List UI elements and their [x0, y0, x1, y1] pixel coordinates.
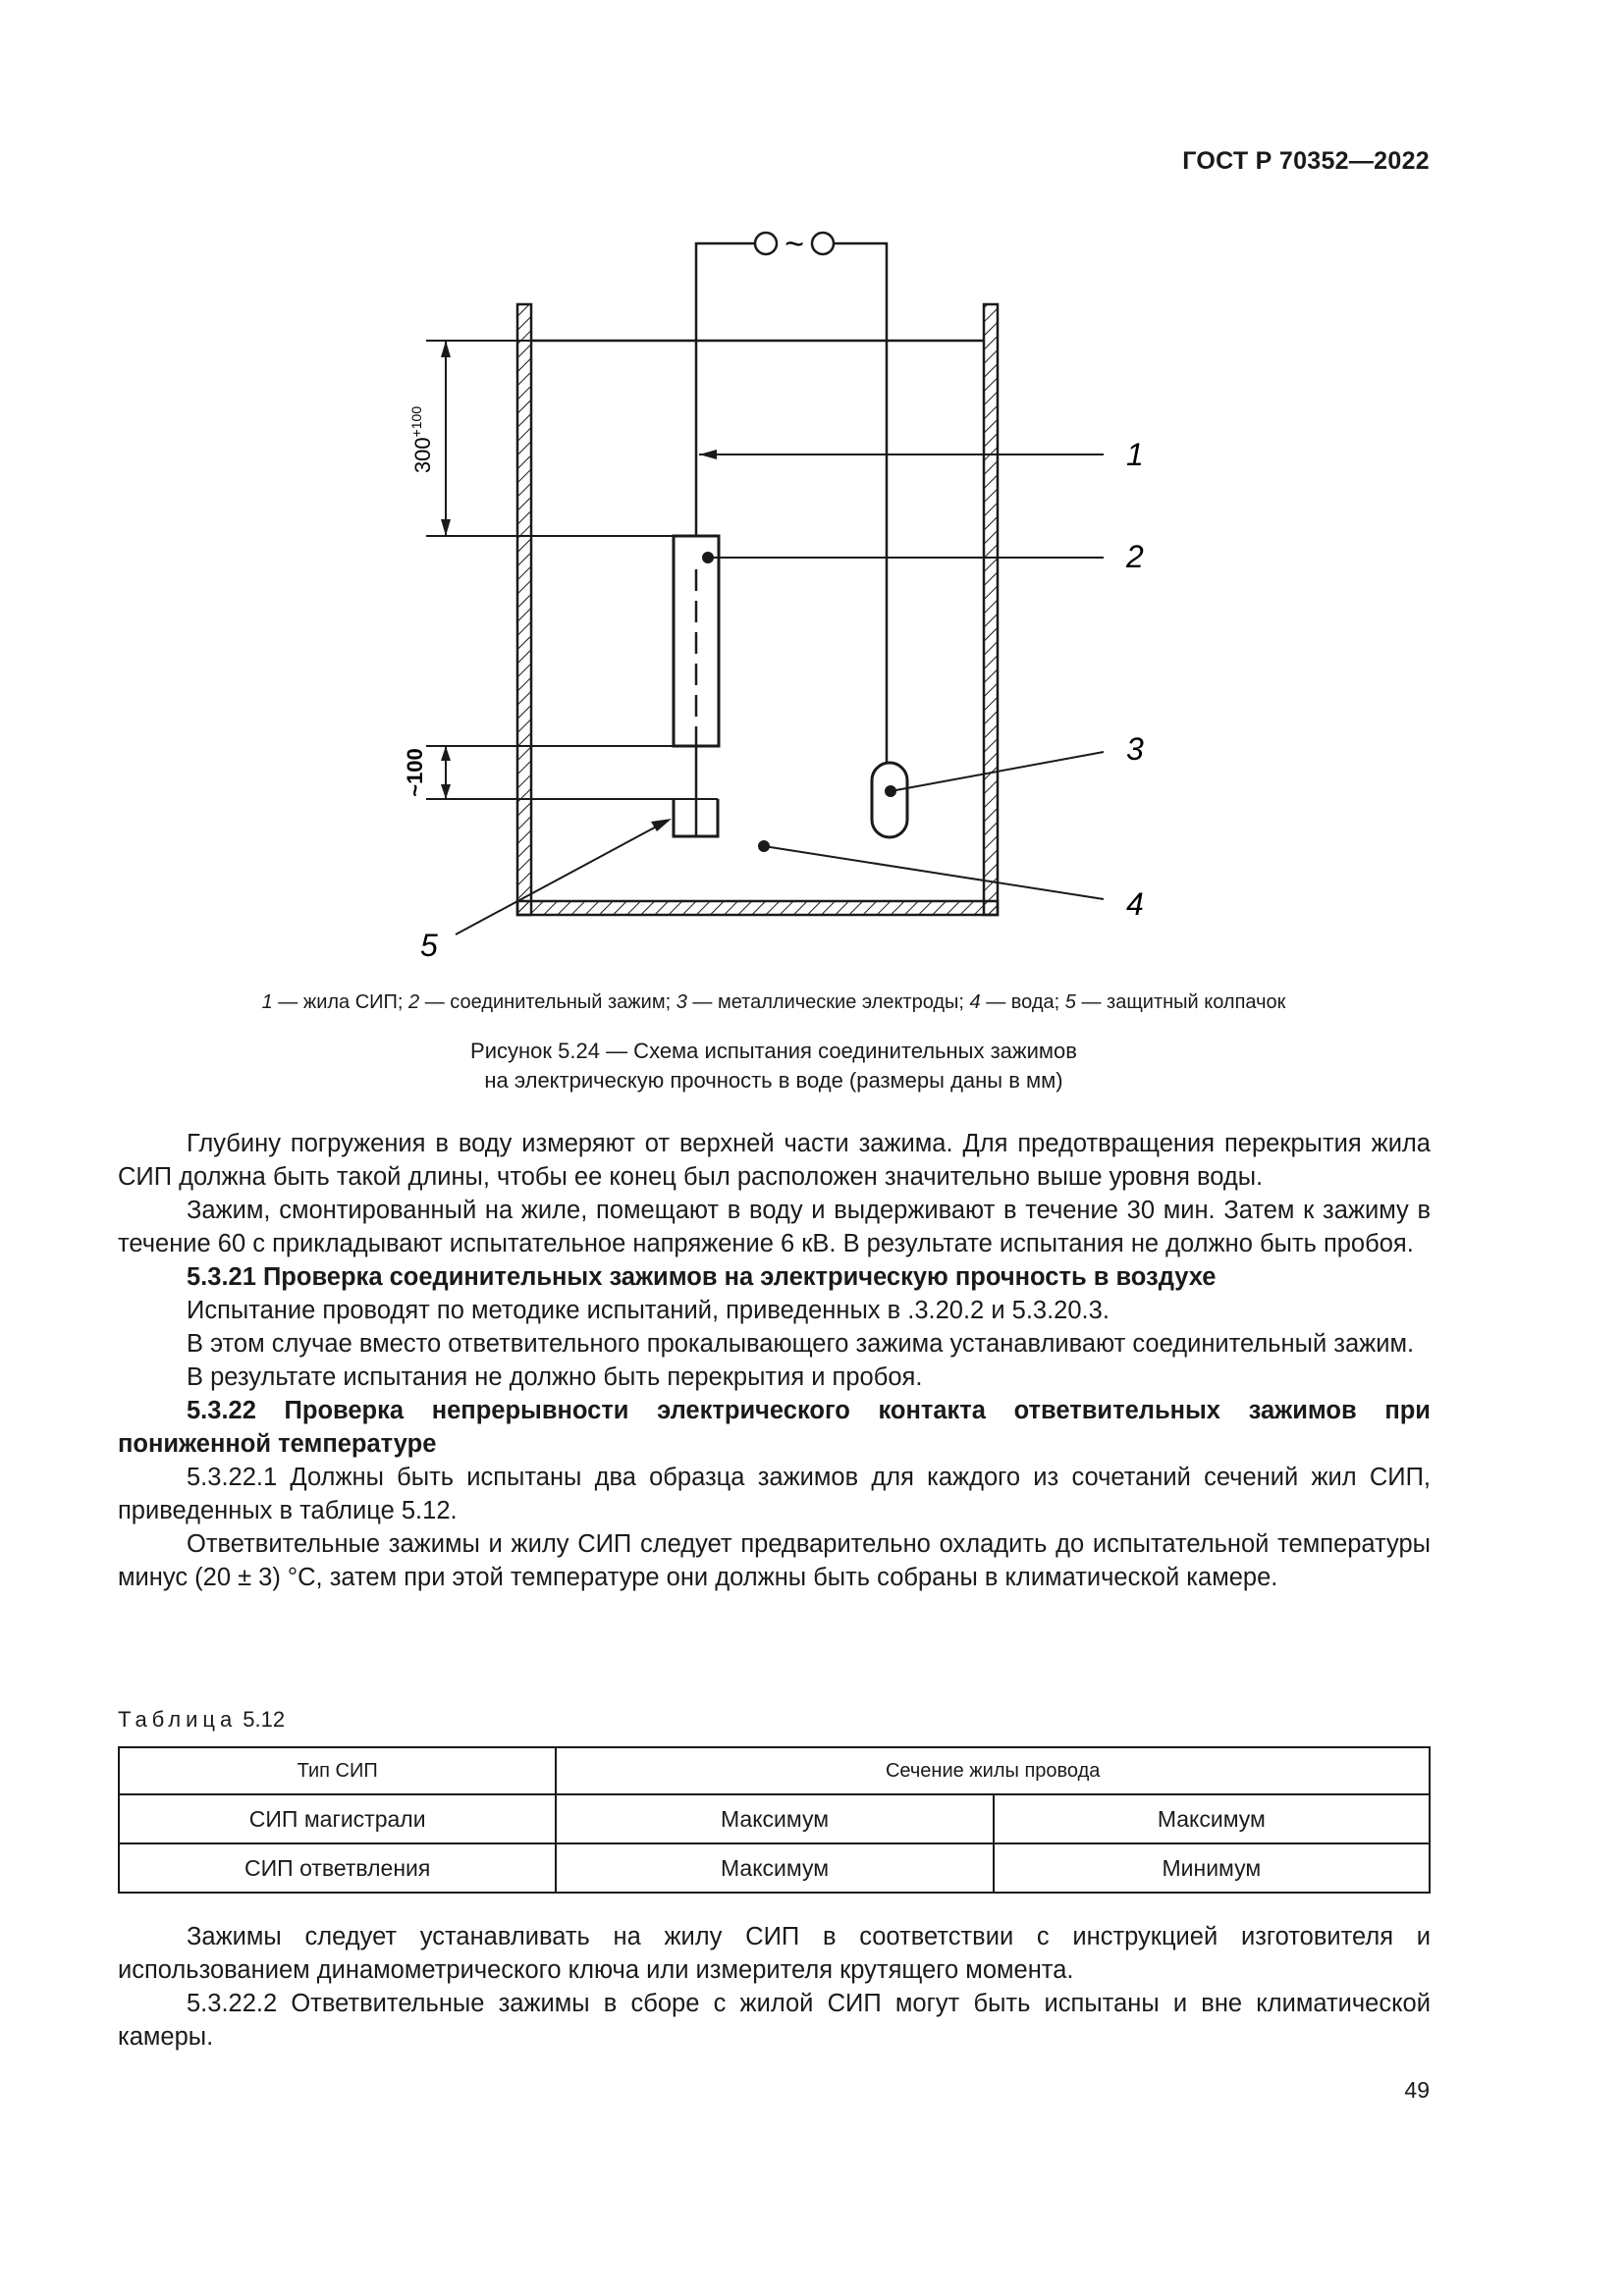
leader-2-dot: [702, 552, 714, 563]
table-row: [119, 1794, 1430, 1843]
tank-left-wall: [517, 304, 531, 915]
leader-3-dot: [885, 785, 896, 797]
paragraph: Глубину погружения в воду измеряют от верхней части зажима. Для предотвращения перекрытия жила СИП должна быть такой длины, чтобы ее конец был расположен значительно выше уровня воды.: [118, 1130, 1431, 1191]
terminal-left: [755, 233, 777, 254]
legend-text: — жила СИП;: [272, 991, 409, 1013]
table-cell: СИП ответвления: [119, 1843, 556, 1893]
table-cell: СИП магистрали: [119, 1794, 556, 1843]
caption-line: Рисунок 5.24 — Схема испытания соединительных зажимов: [470, 1039, 1077, 1063]
tank-right-wall: [984, 304, 998, 915]
table-cell: Максимум: [994, 1794, 1430, 1843]
legend-num: 5: [1064, 991, 1076, 1013]
tank-bottom: [517, 901, 998, 915]
document-code: ГОСТ Р 70352—2022: [1182, 147, 1430, 175]
test-scheme-figure: [0, 0, 1624, 982]
header-cell: Тип СИП: [119, 1747, 556, 1794]
caption-line: на электрическую прочность в воде (размеры даны в мм): [484, 1068, 1063, 1093]
header-cell: Сечение жилы провода: [556, 1747, 1430, 1794]
leader-1-arrow: [699, 450, 717, 459]
paragraph: В этом случае вместо ответвительного прокалывающего зажима устанавливают соединительный зажим.: [187, 1330, 1415, 1358]
figure-legend: [116, 991, 1432, 1014]
paragraph: 5.3.22.2 Ответвительные зажимы в сборе с жилой СИП могут быть испытаны и вне климатической камеры.: [118, 1990, 1431, 2051]
callout-3: 3: [1126, 731, 1144, 767]
legend-text: — вода;: [980, 991, 1065, 1013]
leader-4-dot: [758, 840, 770, 852]
legend-num: 2: [408, 991, 420, 1013]
table-title: [118, 1707, 285, 1733]
table-cell: Максимум: [556, 1843, 993, 1893]
dim-arrow: [441, 784, 451, 799]
table-title-number: 5.12: [243, 1707, 286, 1732]
table-title-word: Таблица: [118, 1707, 238, 1732]
callout-4: 4: [1126, 886, 1144, 922]
leader-4: [764, 846, 1104, 899]
leader-5-arrow: [651, 819, 672, 831]
table-header-row: [119, 1747, 1430, 1794]
legend-num: 4: [969, 991, 981, 1013]
ac-source-symbol: ~: [785, 226, 804, 263]
body-text: [118, 1127, 1431, 1594]
paragraph: Зажим, смонтированный на жиле, помещают в воду и выдерживают в течение 30 мин. Затем к зажиму в течение 60 с прикладывают испытательное напряжение 6 кВ. В результате испытания не должно быть пробоя.: [118, 1197, 1431, 1257]
data-table: [118, 1746, 1431, 1894]
callout-5: 5: [420, 928, 438, 963]
table-row: [119, 1843, 1430, 1893]
paragraph: Ответвительные зажимы и жилу СИП следует предварительно охладить до испытательной температуры минус (20 ± 3) °С, затем при этой температуре они должны быть собраны в климатической камере.: [118, 1530, 1431, 1591]
paragraph: Испытание проводят по методике испытаний, приведенных в .3.20.2 и 5.3.20.3.: [187, 1297, 1110, 1324]
table-cell: Минимум: [994, 1843, 1430, 1893]
metal-electrode: [872, 763, 907, 837]
legend-text: — защитный колпачок: [1075, 991, 1286, 1013]
callout-2: 2: [1126, 539, 1144, 574]
legend-text: — соединительный зажим;: [419, 991, 677, 1013]
dim-arrow: [441, 341, 451, 357]
leader-5: [456, 823, 664, 934]
paragraph: 5.3.22.1 Должны быть испытаны два образца зажимов для каждого из сочетаний сечений жил СИП, приведенных в таблице 5.12.: [118, 1464, 1431, 1524]
legend-text: — металлические электроды;: [686, 991, 970, 1013]
dimension-100-label: ~100: [403, 748, 427, 797]
section-heading: 5.3.22 Проверка непрерывности электрического контакта ответвительных зажимов при пониженной температуре: [118, 1397, 1431, 1458]
legend-num: 3: [676, 991, 687, 1013]
electrode-wire: [834, 243, 887, 771]
terminal-right: [812, 233, 834, 254]
dimension-300-label: $300^{+100}$: [408, 405, 435, 474]
supply-wire: [696, 243, 754, 536]
table-cell: Максимум: [556, 1794, 993, 1843]
figure-caption: [116, 1037, 1432, 1095]
page-number: 49: [1404, 2077, 1430, 2103]
body-text-after-table: [118, 1920, 1431, 2054]
paragraph: Зажимы следует устанавливать на жилу СИП в соответствии с инструкцией изготовителя и использованием динамометрического ключа или измерителя крутящего момента.: [118, 1923, 1431, 1984]
callout-1: 1: [1126, 437, 1144, 472]
legend-num: 1: [261, 991, 273, 1013]
dim-arrow: [441, 746, 451, 761]
section-heading: 5.3.21 Проверка соединительных зажимов на электрическую прочность в воздухе: [187, 1263, 1217, 1291]
dim-arrow: [441, 519, 451, 536]
paragraph: В результате испытания не должно быть перекрытия и пробоя.: [187, 1363, 923, 1391]
